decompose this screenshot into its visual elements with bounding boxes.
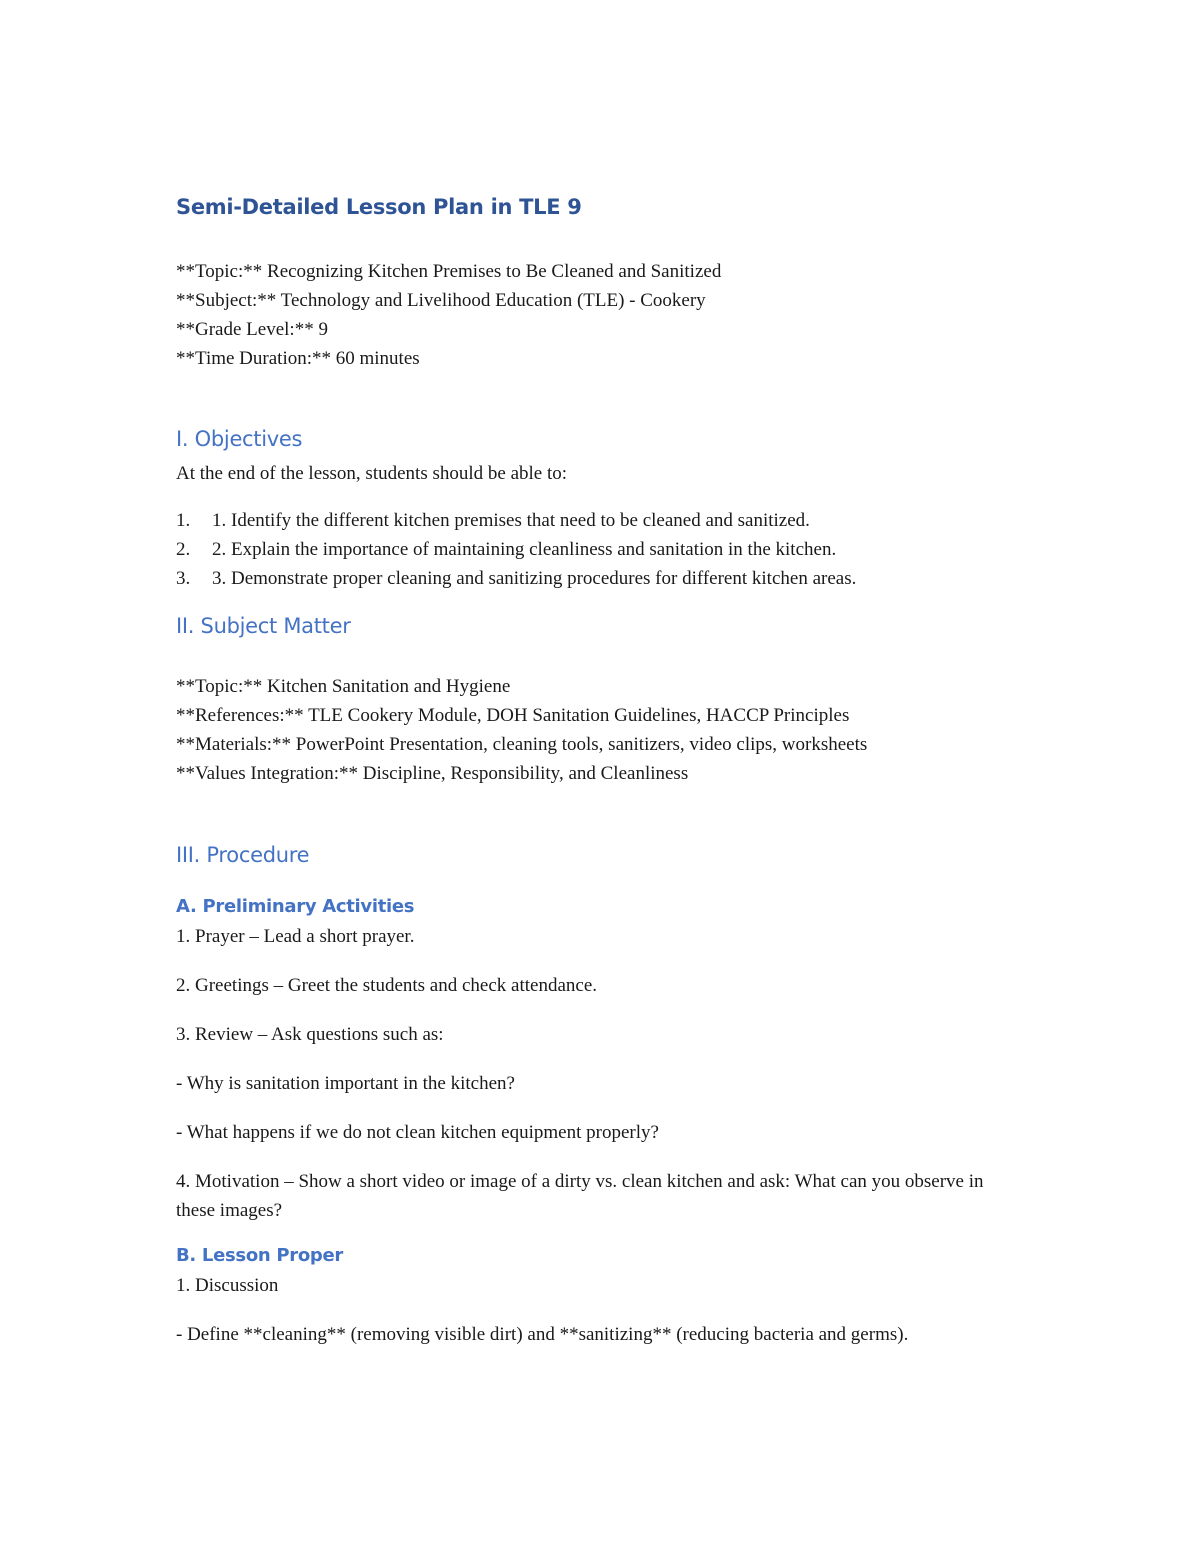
subject-matter-heading: II. Subject Matter bbox=[176, 614, 351, 638]
list-item-text: 1. Identify the different kitchen premises that need to be cleaned and sanitized. bbox=[212, 510, 810, 531]
review-question-2: - What happens if we do not clean kitchen equipment properly? bbox=[176, 1122, 659, 1143]
preliminary-motivation: 4. Motivation – Show a short video or image of a dirty vs. clean kitchen and ask: What can you observe in these images? bbox=[176, 1171, 984, 1221]
lesson-proper-definition: - Define **cleaning** (removing visible dirt) and **sanitizing** (reducing bacteria and germs). bbox=[176, 1324, 909, 1345]
review-question-1: - Why is sanitation important in the kitchen? bbox=[176, 1073, 515, 1094]
objectives-heading: I. Objectives bbox=[176, 427, 303, 451]
list-item-number: 1. bbox=[176, 510, 191, 531]
list-item-text: 3. Demonstrate proper cleaning and sanitizing procedures for different kitchen areas. bbox=[212, 568, 857, 589]
preliminary-greetings: 2. Greetings – Greet the students and check attendance. bbox=[176, 975, 598, 996]
list-item-number: 3. bbox=[176, 568, 191, 589]
subject-values-integration: **Values Integration:** Discipline, Responsibility, and Cleanliness bbox=[176, 763, 689, 784]
preliminary-prayer: 1. Prayer – Lead a short prayer. bbox=[176, 926, 415, 947]
list-item bbox=[176, 506, 1036, 535]
document-page bbox=[176, 192, 1036, 1349]
meta-time-duration: **Time Duration:** 60 minutes bbox=[176, 348, 420, 369]
objectives-list bbox=[176, 506, 1036, 593]
subject-references: **References:** TLE Cookery Module, DOH Sanitation Guidelines, HACCP Principles bbox=[176, 705, 850, 726]
lesson-meta bbox=[176, 257, 1036, 373]
procedure-heading: III. Procedure bbox=[176, 843, 310, 867]
subject-topic: **Topic:** Kitchen Sanitation and Hygiene bbox=[176, 676, 511, 697]
meta-subject: **Subject:** Technology and Livelihood Education (TLE) - Cookery bbox=[176, 290, 706, 311]
list-item bbox=[176, 564, 1036, 593]
list-item-number: 2. bbox=[176, 539, 191, 560]
lesson-proper-heading: B. Lesson Proper bbox=[176, 1245, 343, 1266]
list-item bbox=[176, 535, 1036, 564]
meta-grade-level: **Grade Level:** 9 bbox=[176, 319, 328, 340]
subject-matter-lines bbox=[176, 672, 1036, 788]
lesson-proper-discussion: 1. Discussion bbox=[176, 1275, 279, 1296]
preliminary-activities-heading: A. Preliminary Activities bbox=[176, 896, 415, 917]
list-item-text: 2. Explain the importance of maintaining cleanliness and sanitation in the kitchen. bbox=[212, 539, 837, 560]
preliminary-review: 3. Review – Ask questions such as: bbox=[176, 1024, 444, 1045]
objectives-intro: At the end of the lesson, students should be able to: bbox=[176, 463, 568, 484]
document-title: Semi-Detailed Lesson Plan in TLE 9 bbox=[176, 195, 582, 219]
subject-materials: **Materials:** PowerPoint Presentation, cleaning tools, sanitizers, video clips, worksheets bbox=[176, 734, 868, 755]
meta-topic: **Topic:** Recognizing Kitchen Premises to Be Cleaned and Sanitized bbox=[176, 261, 722, 282]
